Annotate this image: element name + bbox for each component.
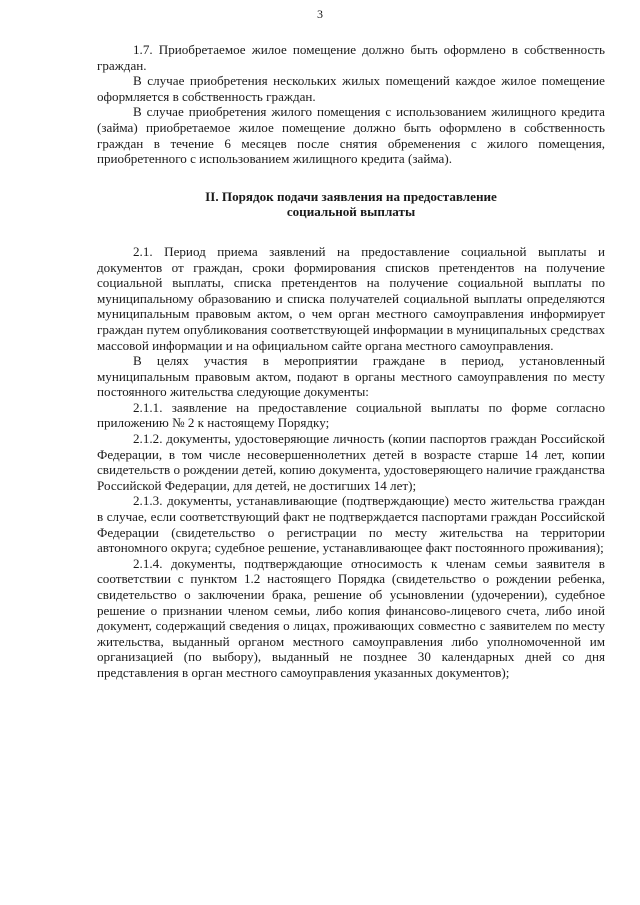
- paragraph-multiple-premises: В случае приобретения нескольких жилых помещений каждое жилое помещение оформляется в собственность граждан.: [97, 73, 605, 104]
- paragraph-2-1-2: 2.1.2. документы, удостоверяющие личность (копии паспортов граждан Российской Федерации, в том числе несовершеннолетних детей в возрасте старше 14 лет, копии свидетельств о рождении детей, копию документа, удостоверяющего наличие гражданства Российской Федерации, для детей, не достигших 14 лет);: [97, 431, 605, 493]
- paragraph-1-7: 1.7. Приобретаемое жилое помещение должно быть оформлено в собственность граждан.: [97, 42, 605, 73]
- paragraph-2-1-4: 2.1.4. документы, подтверждающие относимость к членам семьи заявителя в соответствии с пунктом 1.2 настоящего Порядка (свидетельство о рождении ребенка, свидетельство о заключении брака, решение об усыновлении (удочерении), судебное решение о признании членом семьи, либо копия финансово-лицевого счета, либо иной документ, содержащий сведения о лицах, проживающих совместно с заявителем по месту жительства, выданный органом местного самоуправления либо уполномоченной им организацией (по выбору), выданный не позднее 30 календарных дней со дня представления в орган местного самоуправления указанных документов);: [97, 555, 605, 680]
- section-title-line-1: II. Порядок подачи заявления на предоставление: [205, 188, 497, 204]
- section-title-line-2: социальной выплаты: [286, 204, 416, 220]
- paragraph-2-1: 2.1. Период приема заявлений на предоставление социальной выплаты и документов от граждан, сроки формирования списков претендентов на получение социальной выплаты, списка претендентов на получение социальной выплаты по муниципальному образованию и списка получателей социальной выплаты определяются муниципальным правовым актом, о чем орган местного самоуправления информирует граждан путем опубликования соответствующей информации в муниципальных средствах массовой информации и на официальном сайте органа местного самоуправления.: [97, 243, 605, 353]
- paragraph-participation: В целях участия в мероприятии граждане в период, установленный муниципальным правовым актом, подают в органы местного самоуправления по месту постоянного жительства следующие документы:: [97, 353, 605, 400]
- section-title: [97, 189, 605, 220]
- paragraph-housing-credit: В случае приобретения жилого помещения с использованием жилищного кредита (займа) приобретаемое жилое помещение должно быть оформлено в собственность граждан в течение 6 месяцев после снятия обременения с жилого помещения, приобретенного с использованием жилищного кредита (займа).: [97, 104, 605, 167]
- document-body: [97, 42, 605, 681]
- paragraph-2-1-1: 2.1.1. заявление на предоставление социальной выплаты по форме согласно приложению № 2 к настоящему Порядку;: [97, 399, 605, 431]
- paragraph-2-1-3: 2.1.3. документы, устанавливающие (подтверждающие) место жительства граждан в случае, если соответствующий факт не подтверждается паспортами граждан Российской Федерации (свидетельство о регистрации по месту жительства на территории автономного округа; судебное решение, устанавливающее факт постоянного проживания);: [97, 493, 605, 556]
- page-number: 3: [317, 7, 323, 21]
